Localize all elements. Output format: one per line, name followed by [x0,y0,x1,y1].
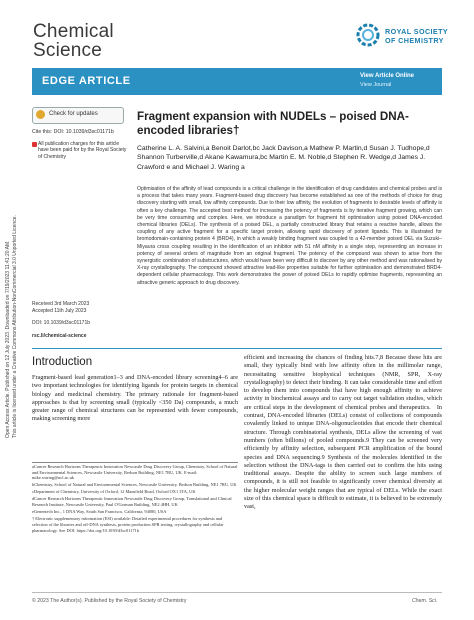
side-text-line1: Open Access Article. Published on 12 July 2023. Downloaded on 7/19/2023 11:41:20 AM. [5,240,11,438]
footnote-d: dCancer Research Horizons Therapeutic Innovation Newcastle Drug Discovery Group, Translational and Clinical Research Institute, Newcastle University, Paul O'Gorman Building, NE2 4HH, UK [32,496,232,508]
accepted-date: Accepted 11th July 2023 [32,308,87,314]
journal-abbreviation: Chem. Sci. [412,598,438,604]
journal-title [33,22,114,60]
rsc-emblem-icon [355,22,381,48]
section-divider [32,348,442,349]
affiliation-footnotes [32,464,238,535]
check-updates-icon [36,110,45,119]
check-for-updates-label[interactable]: Check for updates [49,111,98,117]
journal-title-line2: Science [33,40,102,61]
article-type-label: EDGE ARTICLE [42,75,131,87]
footnote-e: eGenentech Inc., 1 DNA Way, South San Francisco, California, 94080, USA [32,509,167,515]
body-text-left-column: Fragment-based lead generation1–3 and DNA-encoded library screening4–6 are two important technologies for identifying ligands for protein targets in chemical biology and medicinal chemistry. The primary rationale for fragment-based approaches is that by screening small (typically <350 Da) compounds, a much greater range of chemical structures can be represented with fewer compounds, making screening more [32,374,238,423]
body-text-right-column: efficient and increasing the chances of finding hits.7,8 Because these hits are small, they typically bind with low affinity often in the millimolar range, necessitating sensitive biophysical techniques (NMR, SPR, X-ray crystallography) to detect their binding. It can take considerable time and effort to develop them into compounds that have high enough affinity to achieve activity in biochemical assays and to carry out target validation studies, which are critical steps in the development of chemical probes and therapeutics. In contrast, DNA-encoded libraries (DELs) consist of collections of compounds covalently linked to unique DNA-oligonucleotides that encode their chemical structure. Through combinatorial synthesis, DELs allow the screening of vast numbers (often billions) of pooled compounds.9 They can be screened very efficiently by affinity selection, subsequent PCR amplification of the bound species and DNA sequencing.9 Synthesis of the molecules identified in the selection without the DNA-tags is then carried out to confirm the hits using traditional assays. Despite the ability to screen such large numbers of compounds, it is still not feasible to significantly cover chemical diversity at the higher molecular weight ranges that are typical of DELs. While the exact size of this chemical space is difficult to estimate, it is believed to be extremely vast, [244,354,442,511]
footnote-a: aCancer Research Horizons Therapeutic Innovation Newcastle Drug Discovery Group, Chemistry, School of Natural and Environmental Sciences, Newcastle University, Bedson Building, NE1 7RU, UK. E-mail: mike.waring@ncl.ac.uk [32,464,238,481]
footer-divider [32,592,442,593]
publisher-line1: ROYAL SOCIETY [385,27,449,36]
article-dates [32,301,89,315]
side-text-line2[interactable]: This article is licensed under a Creative Commons Attribution-NonCommercial 3.0 Unported Licence. [12,215,18,438]
abstract-text: Optimisation of the affinity of lead compounds is a critical challenge in the identification of drug candidates and chemical probes and is a process that takes many years. Fragment-based drug discovery has become established as one of the methods of choice for drug discovery starting with small, low affinity compounds. Due to their low affinity, the evolution of fragments to desirable levels of affinity is often a key challenge. The accepted best method for increasing the potency of fragments is by iterative fragment growing, which can be very time consuming and complex. Here, we introduce a paradigm for fragment hit optimisation using poised DNA-encoded chemical libraries (DELs). The synthesis of a poised DEL, a partially constructed library that retains a reactive handle, allows the coupling of any active fragment for a specific target protein, allowing rapid discovery of potent ligands. This is illustrated for bromodomain-containing protein 4 (BRD4), in which a weakly binding fragment was coupled to a 42-member poised DEL via Suzuki–Miyaura cross coupling resulting in the identification of an inhibitor with 51 nM affinity in a single step, representing an increase in potency of several orders of magnitude from an original fragment. The potency of the compound was shown to arise from the synergistic combination of substructures, which would have been very difficult to discover by any other method and was rationalised by X-ray crystallography. The compound showed attractive lead-like properties suitable for further optimisation and demonstrated BRD4-dependent cellular pharmacology. This work demonstrates the power of poised DELs to rapidly optimise fragments, representing an attractive generic approach to drug discovery. [137,186,442,286]
author-list: Catherine L. A. Salvini,a Benoit Darlot,bc Jack Davison,a Mathew P. Martin,d Susan J. Tudhope,d Shannon Turberville,d Akane Kawamura,bc Martin E. M. Noble,d Stephen R. Wedge,d James J. Crawford e and Michael J. Waring a [137,145,430,171]
footnote-c: cDepartment of Chemistry, University of Oxford, 12 Mansfield Road, Oxford OX1 3TA, UK [32,489,196,495]
footnote-esi[interactable]: † Electronic supplementary information (ESI) available: Detailed experimental procedures for synthesis and selection of the libraries and off-DNA synthesis, protein production SPR testing, crystallography and cellular pharmacology. See DOI: https://doi.org/10.1039/d3sc01171b [32,516,224,533]
received-date: Received 3rd March 2023 [32,301,90,307]
view-journal-link[interactable]: View Journal [360,82,392,88]
publisher-line2: OF CHEMISTRY [385,36,444,45]
publication-charges-note: All publication charges for this article have been paid for by the Royal Society of Chemistry [38,141,127,160]
introduction-heading: Introduction [32,356,93,368]
cite-this-doi: Cite this: DOI: 10.1039/d3sc01171b [32,129,114,135]
article-doi[interactable]: DOI: 10.1039/d3sc01171b [32,320,91,326]
journal-title-line1: Chemical [33,21,114,42]
rsc-logo[interactable] [355,22,455,54]
open-access-icon [32,142,37,147]
journal-url-link[interactable]: rsc.li/chemical-science [32,333,87,339]
view-article-online-link[interactable]: View Article Online [360,73,415,79]
article-title: Fragment expansion with NUDELs – poised DNA-encoded libraries† [137,110,409,137]
footnote-b: bChemistry, School of Natural and Environmental Sciences, Newcastle University, Bedson Building, NE1 7RU, UK [32,482,237,488]
open-access-side-text [3,108,23,438]
footnote-divider [32,462,238,463]
copyright-notice: © 2023 The Author(s). Published by the Royal Society of Chemistry [32,598,187,604]
